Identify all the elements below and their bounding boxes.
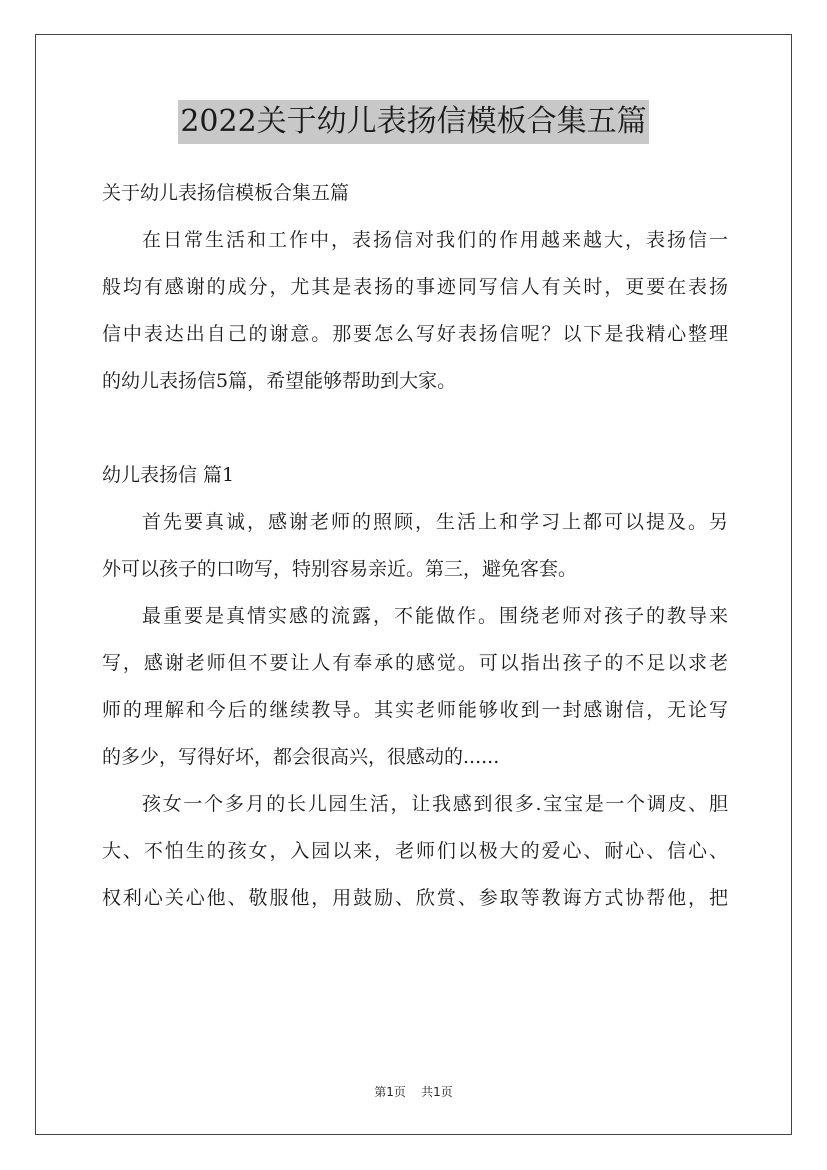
paragraph-line: 写，感谢老师但不要让人有奉承的感觉。可以指出孩子的不足以求老 (102, 652, 728, 674)
paragraph-line: 最重要是真情实感的流露，不能做作。围绕老师对孩子的教导来 (142, 605, 728, 627)
paragraph-line: 师的理解和今后的继续教导。其实老师能够收到一封感谢信，无论写 (102, 699, 728, 721)
paragraph-line: 的多少，写得好坏，都会很高兴，很感动的...... (102, 746, 500, 768)
paragraph-line: 外可以孩子的口吻写，特别容易亲近。第三，避免客套。 (102, 558, 578, 580)
paragraph-line: 权利心关心他、敬服他，用鼓励、欣赏、参取等教诲方式协帮他，把 (102, 887, 728, 909)
footer-spacer (410, 1085, 418, 1099)
title-container (0, 100, 827, 144)
intro-line: 的幼儿表扬信5篇，希望能够帮助到大家。 (102, 370, 457, 392)
paragraph-line: 孩女一个多月的长儿园生活，让我感到很多.宝宝是一个调皮、胆 (142, 793, 728, 815)
document-body (102, 170, 728, 922)
intro-line: 信中表达出自己的谢意。那要怎么写好表扬信呢？以下是我精心整理 (102, 323, 728, 345)
page-total: 共1页 (421, 1085, 453, 1099)
page-footer (0, 1083, 827, 1100)
document-subtitle: 关于幼儿表扬信模板合集五篇 (102, 182, 350, 204)
paragraph-line: 首先要真诚，感谢老师的照顾，生活上和学习上都可以提及。另 (142, 511, 728, 533)
page-number: 第1页 (374, 1085, 406, 1099)
section-heading: 幼儿表扬信 篇1 (102, 464, 235, 486)
paragraph-line: 大、不怕生的孩女，入园以来，老师们以极大的爱心、耐心、信心、 (102, 840, 728, 862)
paragraph-gap (102, 405, 728, 452)
intro-line: 般均有感谢的成分，尤其是表扬的事迹同写信人有关时，更要在表扬 (102, 276, 728, 298)
document-title: 2022关于幼儿表扬信模板合集五篇 (178, 100, 648, 144)
intro-line: 在日常生活和工作中，表扬信对我们的作用越来越大，表扬信一 (142, 229, 728, 251)
